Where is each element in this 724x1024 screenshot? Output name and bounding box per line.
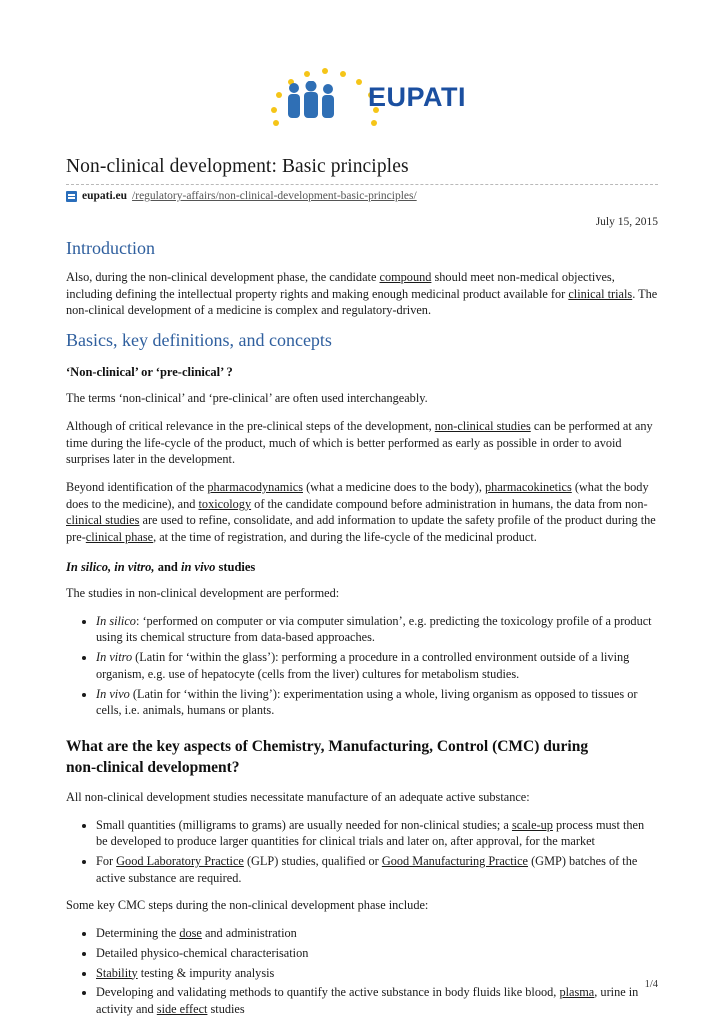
text-fragment: (Latin for ‘within the glass’): performing a procedure in a controlled environment outside of a living organism, e.g. use of hepatocyte (cells from the liver) cultures for metabolism studies. — [96, 650, 630, 681]
text-fragment: , urine in activity and — [96, 985, 639, 1016]
link-good-laboratory-practice[interactable]: Good Laboratory Practice — [116, 853, 244, 868]
text-fragment: In silico, in vitro, — [66, 559, 155, 574]
subheading-study-types — [66, 560, 658, 575]
text-fragment: : ‘performed on computer or via computer simulation’, e.g. predicting the toxicology profile of a product using its chemical structure from data-based approaches. — [96, 613, 652, 645]
list-item — [96, 925, 658, 942]
list-item — [96, 984, 658, 1017]
text-fragment: (what the body does to the medicine), and — [66, 480, 649, 511]
link-clinical-studies[interactable]: clinical studies — [66, 513, 140, 528]
subheading-nonclinical-preclinical: ‘Non-clinical’ or ‘pre-clinical’ ? — [66, 365, 233, 380]
text-fragment: Determining the — [96, 926, 180, 941]
basics-paragraph-2 — [66, 418, 658, 468]
text-fragment: Detailed physico-chemical characterisation — [96, 945, 309, 960]
link-toxicology[interactable]: toxicology — [198, 496, 252, 511]
section-heading-introduction: Introduction — [66, 238, 155, 258]
text-fragment: Developing and validating methods to quantify the active substance in body fluids like blood, — [96, 985, 560, 1000]
text-fragment: Small quantities (milligrams to grams) are usually needed for non-clinical studies; a — [96, 817, 512, 832]
text-fragment: non-clinical development? — [66, 758, 240, 776]
text-fragment: testing & impurity analysis — [137, 965, 275, 980]
basics-paragraph-3 — [66, 479, 658, 546]
text-fragment: (GLP) studies, qualified or — [243, 853, 382, 868]
page-title: Non-clinical development: Basic principles — [66, 156, 409, 177]
link-side-effect[interactable]: side effect — [156, 1001, 208, 1016]
text-fragment: process must then be developed to produce larger quantities for clinical trials and later on, after approval, for the market — [96, 817, 645, 849]
link-clinical-phase[interactable]: clinical phase — [85, 530, 154, 545]
text-fragment: and administration — [201, 926, 297, 941]
link-dose[interactable]: dose — [179, 926, 202, 941]
basics-paragraph-1: The terms ‘non-clinical’ and ‘pre-clinical’ are often used interchangeably. — [66, 391, 428, 406]
text-fragment: (Latin for ‘within the living’): experimentation using a whole, living organism as opposed to tissues or cells, i.e. animals, humans or plants. — [96, 686, 638, 718]
link-clinical-trials[interactable]: clinical trials — [568, 286, 633, 301]
title-divider — [66, 184, 658, 185]
eupati-logo — [262, 65, 467, 131]
link-good-manufacturing-practice[interactable]: Good Manufacturing Practice — [381, 853, 529, 868]
text-fragment: What are the key aspects of Chemistry, Manufacturing, Control (CMC) during — [66, 737, 589, 755]
link-non-clinical-studies[interactable]: non-clinical studies — [434, 418, 531, 433]
list-item — [96, 686, 658, 719]
link-pharmacodynamics[interactable]: pharmacodynamics — [207, 480, 303, 495]
publish-date: July 15, 2015 — [595, 216, 658, 228]
text-fragment: can be performed at any time during the life-cycle of the product, much of which is better performed as early as possible in order to avoid surprises later in the development. — [66, 418, 653, 467]
url-path[interactable]: /regulatory-affairs/non-clinical-development-basic-principles/ — [132, 190, 417, 202]
studies-list — [66, 613, 658, 719]
text-fragment: studies — [207, 1001, 245, 1016]
text-fragment: Beyond identification of the — [66, 480, 208, 495]
link-compound[interactable]: compound — [379, 270, 432, 284]
list-item — [96, 965, 658, 982]
link-scale-up[interactable]: scale-up — [511, 817, 553, 832]
section-heading-basics: Basics, key definitions, and concepts — [66, 330, 332, 351]
list-item — [96, 853, 658, 886]
cmc-intro: All non-clinical development studies necessitate manufacture of an adequate active substance: — [66, 789, 530, 804]
list-item — [96, 945, 658, 962]
link-plasma[interactable]: plasma — [559, 985, 595, 1000]
cmc-manufacture-list — [66, 817, 658, 887]
text-fragment: Although of critical relevance in the pre-clinical steps of the development, — [66, 418, 435, 433]
term-in-vivo: In vivo — [96, 686, 130, 701]
text-fragment: studies — [215, 559, 256, 574]
list-item — [96, 613, 658, 646]
text-fragment: (what a medicine does to the body), — [303, 480, 486, 495]
link-stability[interactable]: Stability — [96, 965, 138, 980]
text-fragment: (GMP) batches of the active substance are required. — [96, 853, 638, 885]
text-fragment: and — [154, 559, 181, 574]
link-pharmacokinetics[interactable]: pharmacokinetics — [485, 480, 572, 495]
term-in-silico: In silico — [96, 613, 136, 628]
text-fragment: should meet non-medical objectives, including defining the intellectual property rights and making enough medicinal product available for — [66, 270, 615, 301]
studies-intro: The studies in non-clinical development are performed: — [66, 585, 340, 600]
logo-header — [66, 0, 658, 134]
list-item — [96, 649, 658, 682]
people-icon — [284, 81, 342, 119]
text-fragment: Also, during the non-clinical development phase, the candidate — [66, 270, 380, 284]
text-fragment: in vivo — [180, 559, 216, 574]
website-icon — [66, 191, 77, 202]
list-item — [96, 817, 658, 850]
page-number: 1/4 — [644, 979, 658, 990]
text-fragment: are used to refine, consolidate, and add information to update the safety profile of the product during the pre- — [66, 513, 656, 545]
cmc-steps-intro: Some key CMC steps during the non-clinical development phase include: — [66, 898, 429, 913]
source-url[interactable] — [66, 190, 658, 202]
cmc-steps-list — [66, 925, 658, 1018]
introduction-paragraph — [66, 269, 658, 319]
term-in-vitro: In vitro — [96, 650, 133, 665]
text-fragment: , at the time of registration, and during the life-cycle of the medicinal product. — [153, 530, 537, 545]
text-fragment: of the candidate compound before administration in humans, the data from non- — [251, 496, 648, 511]
text-fragment: . The non-clinical development of a medicine is complex and regulatory-driven. — [66, 286, 658, 318]
text-fragment: For — [96, 853, 117, 868]
section-heading-cmc — [66, 737, 658, 779]
url-brand[interactable]: eupati.eu — [82, 190, 128, 202]
logo-wordmark: EUPATI — [368, 82, 467, 112]
